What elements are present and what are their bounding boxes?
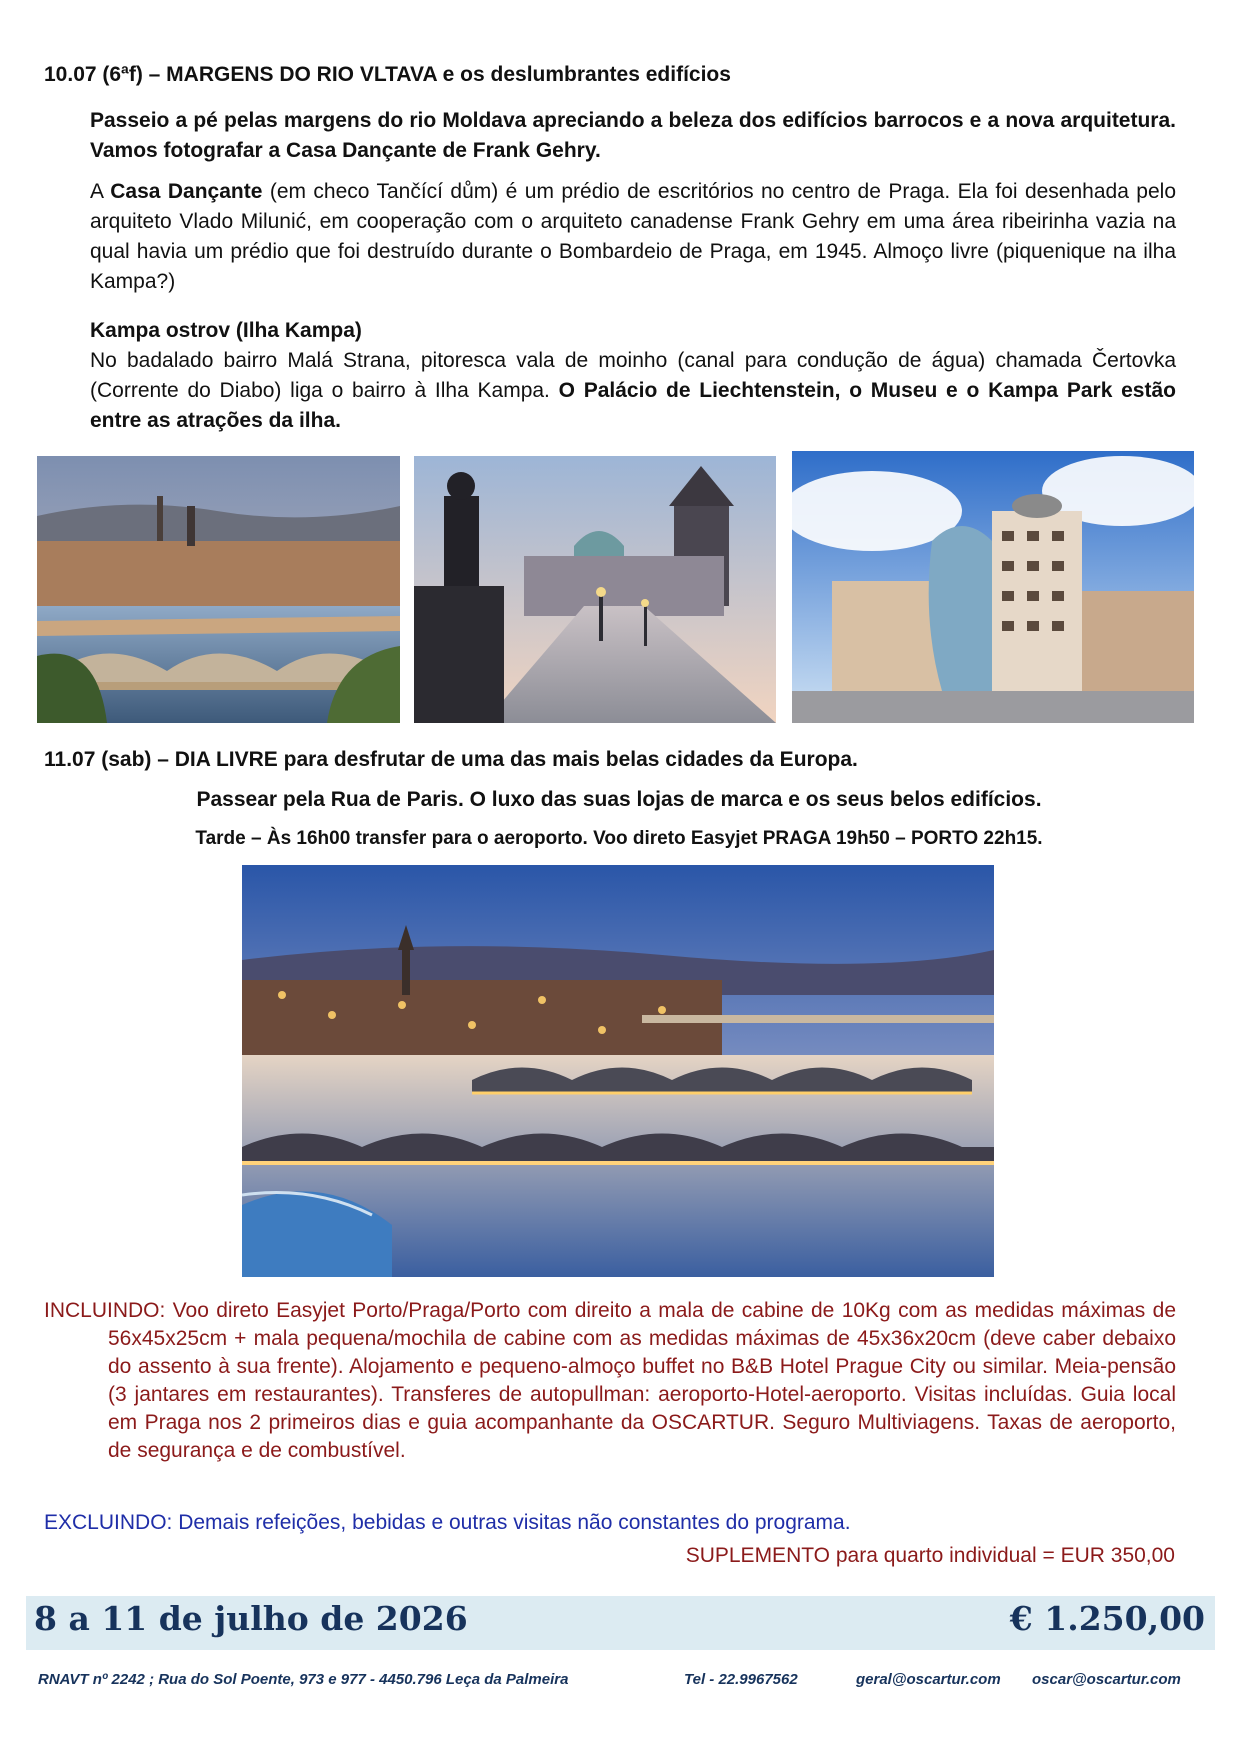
kampa-heading: Kampa ostrov (Ilha Kampa) [90,319,362,342]
agency-phone: Tel - 22.9967562 [684,1671,798,1688]
p1-start: A [90,180,111,203]
agency-address: RNAVT nº 2242 ; Rua do Sol Poente, 973 e 977 - 4450.796 Leça da Palmeira [38,1671,569,1688]
photo-prague-night-bridges [242,865,994,1277]
photo-dancing-house [792,451,1194,723]
intro-paragraph: Passeio a pé pelas margens do rio Moldava apreciando a beleza dos edifícios barrocos e a nova arquitetura. Vamos fotografar a Casa Dançante de Frank Gehry. [90,109,1176,162]
kampa-attractions: O Palácio de Liechtenstein, o Museu e o Kampa Park estão entre as atrações da ilha. [90,379,1176,432]
trip-price: € 1.250,00 [1009,1599,1205,1638]
p1-rest: (em checo Tančící dům) é um prédio de escritórios no centro de Praga. Ela foi desenhada pelo arquiteto Vlado Milunić, em cooperação com o arquiteto canadense Frank Gehry em uma área ribeirinha vazia na qual havia um prédio que foi destruído durante o Bombardeio de Praga, em 1945. Almoço livre (piquenique na ilha Kampa?) [90,180,1177,293]
supplement-text: SUPLEMENTO para quarto individual = EUR 350,00 [685,1544,1175,1567]
transfer-line: Tarde – Às 16h00 transfer para o aeroporto. Voo direto Easyjet PRAGA 19h50 – PORTO 22h15. [195,828,1043,849]
day-heading-11-07: 11.07 (sab) – DIA LIVRE para desfrutar de uma das mais belas cidades da Europa. [44,748,858,771]
email-oscar[interactable]: oscar@oscartur.com [1032,1671,1181,1688]
included-text: INCLUINDO: Voo direto Easyjet Porto/Praga/Porto com direito a mala de cabine de 10Kg com as medidas máximas de 56x45x25cm + mala pequena/mochila de cabine com as medidas máximas de 45x36x20cm (deve caber debaixo do assento à sua frente). Alojamento e pequeno-almoço buffet no B&B Hotel Prague City ou similar. Meia-pensão (3 jantares em restaurantes). Transferes de autopullman: aeroporto-Hotel-aeroporto. Visitas incluídas. Guia local em Praga nos 2 primeiros dias e guia acompanhante da OSCARTUR. Seguro Multiviagens. Taxas de aeroporto, de segurança e de combustível. [44,1299,1176,1462]
rua-de-paris-line: Passear pela Rua de Paris. O luxo das suas lojas de marca e os seus belos edifícios. [196,788,1042,811]
photo-prague-bridges [37,456,400,723]
included-section [44,1297,1176,1465]
photo-charles-bridge [414,456,776,723]
trip-dates: 8 a 11 de julho de 2026 [34,1599,468,1638]
day-heading-10-07: 10.07 (6ªf) – MARGENS DO RIO VLTAVA e os deslumbrantes edifícios [44,63,731,86]
casa-dancante-paragraph [90,177,1176,297]
kampa-text: No badalado bairro Malá Strana, pitoresca vala de moinho (canal para condução de água) chamada Čertovka (Corrente do Diabo) liga o bairro à Ilha Kampa. [90,349,1176,402]
excluded-text: EXCLUINDO: Demais refeições, bebidas e outras visitas não constantes do programa. [44,1511,851,1534]
email-geral[interactable]: geral@oscartur.com [856,1671,1001,1688]
kampa-paragraph [90,346,1176,436]
casa-dancante-term: Casa Dançante [110,180,263,203]
